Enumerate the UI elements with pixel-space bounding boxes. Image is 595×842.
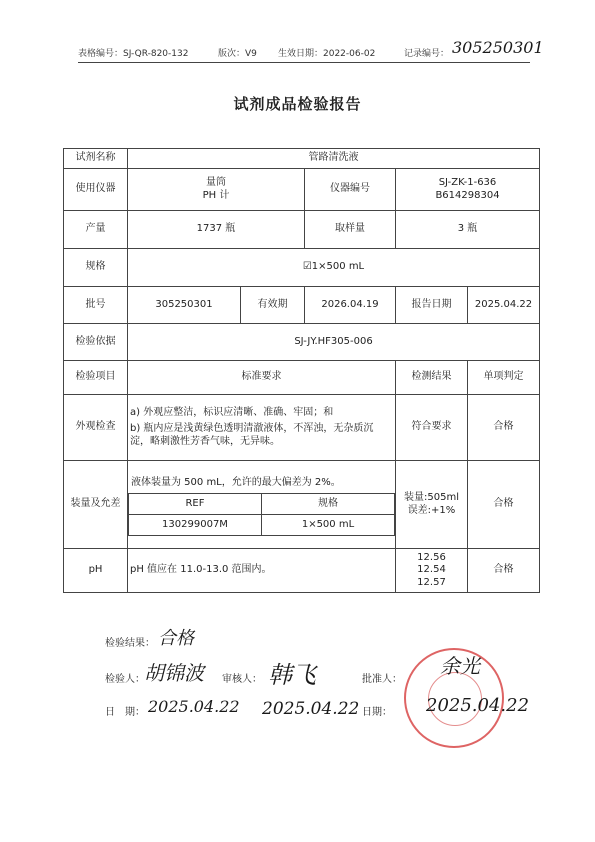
instrument-1: 量筒 — [206, 177, 226, 188]
expiry-value: 2026.04.19 — [305, 287, 396, 324]
instrument-no-2: B614298304 — [435, 189, 500, 201]
conclusion-label: 检验结果： — [105, 638, 155, 649]
ph-label: pH — [64, 549, 128, 593]
ph-result-2: 12.54 — [417, 564, 446, 576]
col-judge: 单项判定 — [468, 361, 540, 395]
instrument-label: 使用仪器 — [64, 169, 128, 211]
table-row — [64, 169, 540, 211]
page-title: 试剂成品检验报告 — [233, 95, 362, 113]
table-row — [64, 395, 540, 461]
fill-spec-value: 1×500 mL — [262, 515, 395, 536]
header-rule — [78, 62, 530, 63]
inspector-date: 2025.04.22 — [148, 697, 240, 716]
sample-label: 取样量 — [305, 211, 396, 249]
inspector-label: 检验人： — [105, 674, 145, 685]
table-row — [64, 324, 540, 361]
document-header — [0, 38, 595, 62]
ph-result-1: 12.56 — [417, 551, 446, 563]
appearance-req-a: a) 外观应整洁，标识应清晰、准确、牢固；和 — [130, 406, 334, 418]
effective-date: 生效日期：2022-06-02 — [278, 49, 376, 59]
fill-spec-header: 规格 — [262, 494, 395, 515]
col-item: 检验项目 — [64, 361, 128, 395]
reagent-name-label: 试剂名称 — [64, 149, 128, 169]
expiry-label: 有效期 — [241, 287, 305, 324]
fill-result-2: 误差:+1% — [407, 504, 456, 516]
inspector-signature: 胡锦波 — [144, 661, 204, 685]
fill-judge: 合格 — [468, 461, 540, 549]
fill-ref-header: REF — [129, 494, 262, 515]
instrument-cell — [128, 169, 305, 211]
table-row — [64, 361, 540, 395]
col-standard: 标准要求 — [128, 361, 396, 395]
appearance-judge: 合格 — [468, 395, 540, 461]
output-label: 产量 — [64, 211, 128, 249]
appearance-result: 符合要求 — [396, 395, 468, 461]
table-row — [64, 287, 540, 324]
basis-value: SJ-JY.HF305-006 — [128, 324, 540, 361]
ph-judge: 合格 — [468, 549, 540, 593]
instrument-no-cell — [396, 169, 540, 211]
basis-label: 检验依据 — [64, 324, 128, 361]
table-row — [64, 249, 540, 287]
batch-label: 批号 — [64, 287, 128, 324]
appearance-label: 外观检查 — [64, 395, 128, 461]
version: 版次：V9 — [218, 49, 257, 59]
approver-signature: 余光 — [440, 654, 480, 678]
ph-result-3: 12.57 — [417, 576, 446, 588]
output-value: 1737 瓶 — [128, 211, 305, 249]
reagent-name: 管路清洗液 — [128, 149, 540, 169]
approver-label: 批准人： — [362, 674, 402, 685]
fill-req-cell — [128, 461, 396, 549]
fill-result-1: 装量:505ml — [404, 492, 459, 503]
report-date-label: 报告日期 — [396, 287, 468, 324]
instrument-no-label: 仪器编号 — [305, 169, 396, 211]
table-row — [64, 549, 540, 593]
approver-date: 2025.04.22 — [426, 695, 530, 716]
record-number-value: 305250301 — [452, 38, 544, 57]
table-row — [64, 211, 540, 249]
fill-req: 液体装量为 500 mL，允许的最大偏差为 2%。 — [131, 476, 341, 488]
date-label: 日 期： — [105, 707, 145, 718]
reviewer-signature: 韩飞 — [268, 661, 316, 689]
reviewer-date: 2025.04.22 — [262, 699, 360, 719]
table-row — [129, 494, 395, 515]
table-row — [64, 149, 540, 169]
fill-ref-table — [128, 493, 395, 536]
appearance-req — [128, 395, 396, 461]
batch-value: 305250301 — [128, 287, 241, 324]
conclusion-value: 合格 — [158, 628, 194, 649]
col-result: 检测结果 — [396, 361, 468, 395]
appearance-req-b: b) 瓶内应是浅黄绿色透明清澈液体，不浑浊，无杂质沉淀，略刺激性芳香气味，无异味。 — [130, 423, 374, 447]
spec-label: 规格 — [64, 249, 128, 287]
form-number: 表格编号：SJ-QR-820-132 — [78, 49, 189, 59]
instrument-no-1: SJ-ZK-1-636 — [438, 177, 497, 188]
sample-value: 3 瓶 — [396, 211, 540, 249]
report-date-value: 2025.04.22 — [468, 287, 540, 324]
ph-result — [396, 549, 468, 593]
fill-label: 装量及允差 — [64, 461, 128, 549]
fill-ref-value: 130299007M — [129, 515, 262, 536]
inspection-table — [63, 148, 540, 593]
fill-result — [396, 461, 468, 549]
spec-value: ☑1×500 mL — [128, 249, 540, 287]
table-row — [129, 515, 395, 536]
reviewer-label: 审核人： — [222, 674, 262, 685]
instrument-2: PH 计 — [202, 189, 230, 201]
ph-req: pH 值应在 11.0-13.0 范围内。 — [128, 549, 396, 593]
date-label-3: 日期： — [362, 707, 392, 718]
table-row — [64, 461, 540, 549]
record-number-label: 记录编号： — [404, 49, 450, 59]
